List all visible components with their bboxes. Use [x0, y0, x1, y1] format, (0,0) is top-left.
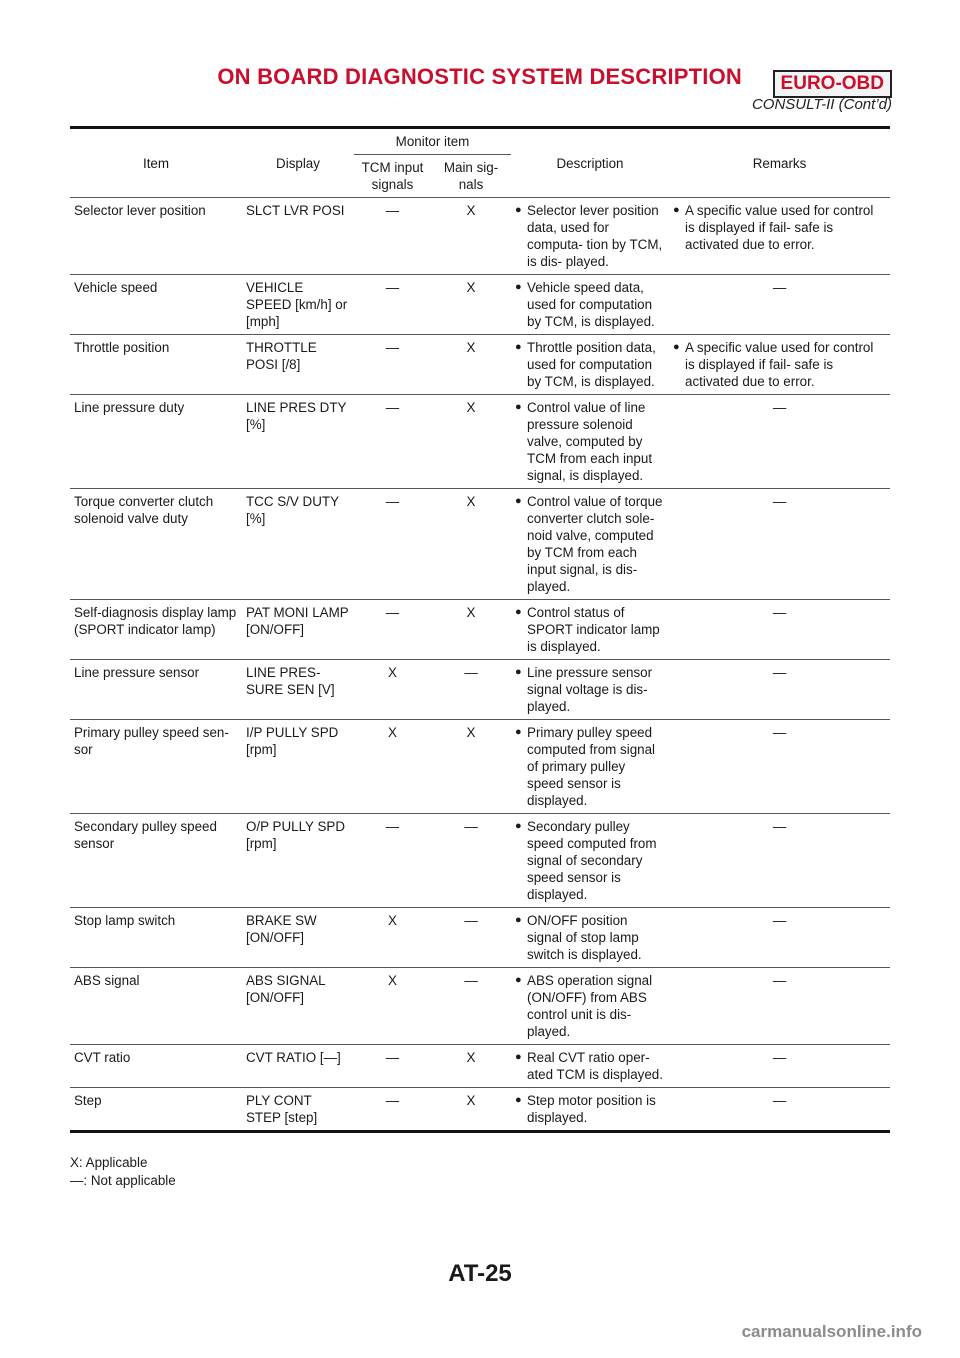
header-description: Description — [556, 155, 624, 171]
bullet-icon: ● — [515, 281, 522, 293]
cell-remarks: — — [669, 968, 890, 1045]
cell-tcm-input: — — [354, 1088, 431, 1132]
page-number: AT-25 — [448, 1260, 512, 1287]
header-item: Item — [142, 155, 170, 171]
cell-tcm-input: X — [354, 908, 431, 968]
cell-display: I/P PULLY SPD [rpm] — [242, 720, 354, 814]
cell-main-signal: X — [431, 600, 511, 660]
cell-tcm-input: — — [354, 1045, 431, 1088]
cell-description — [511, 489, 669, 600]
header-monitor-item: Monitor item — [395, 134, 470, 149]
cell-item: Self-diagnosis display lamp (SPORT indicator lamp) — [70, 600, 242, 660]
table-row — [70, 275, 890, 335]
table-notes — [70, 1154, 176, 1190]
cell-remarks: — — [669, 720, 890, 814]
cell-description-text: Control status of SPORT indicator lamp is displayed. — [527, 605, 660, 654]
cell-tcm-input: — — [354, 275, 431, 335]
cell-description-text: Secondary pulley speed computed from signal of secondary speed sensor is displayed. — [527, 819, 657, 902]
table-row — [70, 720, 890, 814]
cell-tcm-input: — — [354, 198, 431, 275]
cell-description-text: Primary pulley speed computed from signal of primary pulley speed sensor is displayed. — [527, 725, 656, 808]
header-display: Display — [276, 155, 320, 171]
cell-display: O/P PULLY SPD [rpm] — [242, 814, 354, 908]
cell-description-text: Control value of line pressure solenoid valve, computed by TCM from each input signal, is displayed. — [527, 400, 653, 483]
cell-main-signal: X — [431, 275, 511, 335]
bullet-icon: ● — [515, 914, 522, 926]
cell-remarks — [669, 198, 890, 275]
cell-remarks-text: A specific value used for control is displayed if fail- safe is activated due to error. — [685, 203, 874, 252]
table-row — [70, 198, 890, 275]
cell-display: PLY CONT STEP [step] — [242, 1088, 354, 1132]
cell-tcm-input: — — [354, 814, 431, 908]
cell-tcm-input: — — [354, 489, 431, 600]
cell-description-text: Line pressure sensor signal voltage is dis- played. — [527, 665, 653, 714]
cell-description — [511, 660, 669, 720]
cell-main-signal: — — [431, 660, 511, 720]
bullet-icon: ● — [515, 726, 522, 738]
bullet-icon: ● — [515, 204, 522, 216]
bullet-icon: ● — [673, 204, 680, 216]
cell-description-text: ON/OFF position signal of stop lamp switch is displayed. — [527, 913, 642, 962]
table-row — [70, 489, 890, 600]
bullet-icon: ● — [515, 1094, 522, 1106]
cell-item: Step — [70, 1088, 242, 1132]
cell-item: Stop lamp switch — [70, 908, 242, 968]
cell-description — [511, 968, 669, 1045]
cell-display: BRAKE SW [ON/OFF] — [242, 908, 354, 968]
cell-item: Line pressure duty — [70, 395, 242, 489]
cell-main-signal: — — [431, 908, 511, 968]
cell-item: CVT ratio — [70, 1045, 242, 1088]
cell-main-signal: — — [431, 814, 511, 908]
table-row — [70, 1045, 890, 1088]
cell-display: PAT MONI LAMP [ON/OFF] — [242, 600, 354, 660]
bullet-icon: ● — [515, 495, 522, 507]
bullet-icon: ● — [515, 1051, 522, 1063]
cell-tcm-input: X — [354, 660, 431, 720]
cell-display: ABS SIGNAL [ON/OFF] — [242, 968, 354, 1045]
bullet-icon: ● — [515, 820, 522, 832]
table-row — [70, 395, 890, 489]
bullet-icon: ● — [515, 666, 522, 678]
cell-remarks: — — [669, 395, 890, 489]
cell-description-text: Throttle position data, used for computation by TCM, is displayed. — [527, 340, 656, 389]
table-row — [70, 908, 890, 968]
cell-description-text: Step motor position is displayed. — [527, 1093, 656, 1125]
table-row — [70, 335, 890, 395]
cell-item: ABS signal — [70, 968, 242, 1045]
cell-remarks: — — [669, 908, 890, 968]
bullet-icon: ● — [515, 974, 522, 986]
cell-tcm-input: X — [354, 720, 431, 814]
cell-main-signal: X — [431, 1045, 511, 1088]
note-applicable: X: Applicable — [70, 1155, 148, 1170]
cell-display: TCC S/V DUTY [%] — [242, 489, 354, 600]
cell-description — [511, 814, 669, 908]
cell-description — [511, 335, 669, 395]
cell-remarks-text: A specific value used for control is displayed if fail- safe is activated due to error. — [685, 340, 874, 389]
cell-main-signal: X — [431, 489, 511, 600]
cell-remarks: — — [669, 1088, 890, 1132]
bullet-icon: ● — [515, 341, 522, 353]
cell-remarks: — — [669, 1045, 890, 1088]
cell-description-text: Vehicle speed data, used for computation by TCM, is displayed. — [527, 280, 655, 329]
cell-description — [511, 198, 669, 275]
cell-remarks: — — [669, 275, 890, 335]
header-remarks: Remarks — [752, 155, 807, 171]
cell-description-text: Control value of torque converter clutch sole- noid valve, computed by TCM from each input signal, is dis- played. — [527, 494, 663, 594]
bullet-icon: ● — [673, 341, 680, 353]
section-subtitle: CONSULT-II (Cont’d) — [751, 96, 892, 113]
cell-display: LINE PRES- SURE SEN [V] — [242, 660, 354, 720]
cell-remarks: — — [669, 814, 890, 908]
table-row — [70, 660, 890, 720]
cell-description — [511, 395, 669, 489]
cell-description — [511, 720, 669, 814]
cell-main-signal: X — [431, 720, 511, 814]
monitor-items-table — [70, 126, 890, 1133]
cell-tcm-input: — — [354, 335, 431, 395]
table-row — [70, 600, 890, 660]
watermark: carmanualsonline.info — [741, 1322, 922, 1341]
cell-item: Torque converter clutch solenoid valve duty — [70, 489, 242, 600]
cell-remarks: — — [669, 660, 890, 720]
cell-item: Line pressure sensor — [70, 660, 242, 720]
cell-main-signal: X — [431, 395, 511, 489]
cell-description — [511, 908, 669, 968]
table-row — [70, 814, 890, 908]
cell-display: SLCT LVR POSI — [242, 198, 354, 275]
euro-obd-badge: EURO-OBD — [773, 70, 892, 98]
cell-main-signal: X — [431, 1088, 511, 1132]
page-header — [0, 0, 960, 120]
cell-item: Primary pulley speed sen- sor — [70, 720, 242, 814]
cell-remarks: — — [669, 600, 890, 660]
header-main-signals: Main sig- nals — [431, 155, 511, 198]
note-not-applicable: —: Not applicable — [70, 1173, 176, 1188]
cell-description — [511, 275, 669, 335]
section-title: ON BOARD DIAGNOSTIC SYSTEM DESCRIPTION — [217, 64, 742, 89]
cell-tcm-input: — — [354, 600, 431, 660]
cell-item: Vehicle speed — [70, 275, 242, 335]
cell-remarks — [669, 335, 890, 395]
cell-description — [511, 600, 669, 660]
cell-display: VEHICLE SPEED [km/h] or [mph] — [242, 275, 354, 335]
cell-main-signal: X — [431, 198, 511, 275]
header-tcm-input: TCM input signals — [354, 155, 431, 198]
cell-main-signal: X — [431, 335, 511, 395]
bullet-icon: ● — [515, 606, 522, 618]
cell-description-text: Real CVT ratio oper- ated TCM is displayed. — [527, 1050, 663, 1082]
cell-item: Secondary pulley speed sensor — [70, 814, 242, 908]
table-row — [70, 1088, 890, 1132]
cell-item: Throttle position — [70, 335, 242, 395]
cell-display: CVT RATIO [—] — [242, 1045, 354, 1088]
cell-display: LINE PRES DTY [%] — [242, 395, 354, 489]
cell-remarks: — — [669, 489, 890, 600]
cell-item: Selector lever position — [70, 198, 242, 275]
cell-description — [511, 1045, 669, 1088]
cell-tcm-input: X — [354, 968, 431, 1045]
table-row — [70, 968, 890, 1045]
cell-tcm-input: — — [354, 395, 431, 489]
cell-description-text: ABS operation signal (ON/OFF) from ABS control unit is dis- played. — [527, 973, 653, 1039]
cell-display: THROTTLE POSI [/8] — [242, 335, 354, 395]
bullet-icon: ● — [515, 401, 522, 413]
cell-description — [511, 1088, 669, 1132]
cell-main-signal: — — [431, 968, 511, 1045]
cell-description-text: Selector lever position data, used for computa- tion by TCM, is dis- played. — [527, 203, 663, 269]
